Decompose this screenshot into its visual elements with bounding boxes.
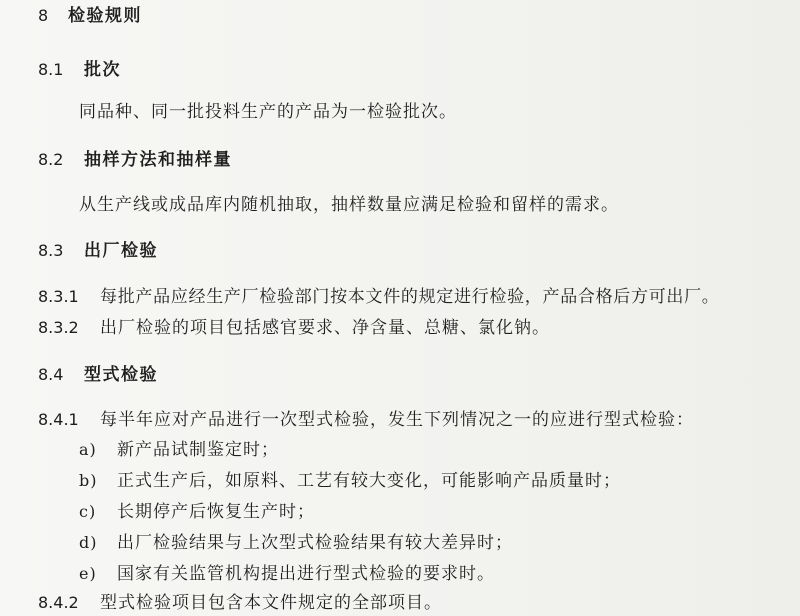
section-title: 抽样方法和抽样量	[84, 150, 232, 170]
clause-text: 型式检验项目包含本文件规定的全部项目。	[100, 593, 442, 613]
list-text: 正式生产后，如原料、工艺有较大变化，可能影响产品质量时；	[117, 471, 621, 491]
list-item	[79, 532, 513, 554]
section-number: 8	[38, 6, 49, 25]
list-item	[79, 439, 279, 461]
list-text: 新产品试制鉴定时；	[117, 440, 279, 460]
section-number: 8.3	[38, 241, 64, 260]
list-item	[79, 501, 315, 523]
clause-number: 8.4.2	[38, 593, 79, 612]
clause-8-3-1	[38, 286, 720, 308]
list-item	[79, 470, 621, 492]
clause-number: 8.4.1	[38, 410, 79, 429]
clause-number: 8.3.2	[38, 318, 79, 337]
section-title: 检验规则	[68, 6, 142, 26]
section-heading-8-1	[38, 59, 121, 81]
clause-8-4-1	[38, 409, 694, 431]
section-heading-8	[38, 5, 142, 27]
list-text: 国家有关监管机构提出进行型式检验的要求时。	[117, 564, 495, 584]
section-title: 出厂检验	[84, 241, 158, 261]
clause-text: 出厂检验的项目包括感官要求、净含量、总糖、氯化钠。	[100, 318, 550, 338]
clause-8-3-2	[38, 317, 550, 339]
list-text: 长期停产后恢复生产时；	[117, 502, 315, 522]
list-text: 出厂检验结果与上次型式检验结果有较大差异时；	[117, 533, 513, 553]
section-number: 8.4	[38, 365, 64, 384]
clause-text: 每半年应对产品进行一次型式检验，发生下列情况之一的应进行型式检验：	[100, 410, 694, 430]
list-label: d)	[79, 533, 98, 552]
list-label: e)	[79, 564, 97, 583]
list-label: b)	[79, 471, 98, 490]
clause-text: 每批产品应经生产厂检验部门按本文件的规定进行检验，产品合格后方可出厂。	[100, 287, 720, 307]
section-paragraph-8-2: 从生产线或成品库内随机抽取，抽样数量应满足检验和留样的需求。	[79, 195, 619, 215]
section-heading-8-2	[38, 149, 232, 171]
section-number: 8.1	[38, 60, 64, 79]
section-title: 批次	[84, 60, 121, 80]
list-item	[79, 563, 495, 585]
section-title: 型式检验	[84, 365, 158, 385]
section-paragraph-8-1: 同品种、同一批投料生产的产品为一检验批次。	[79, 102, 457, 122]
clause-8-4-2	[38, 592, 442, 614]
list-label: a)	[79, 440, 97, 459]
section-heading-8-3	[38, 240, 158, 262]
section-number: 8.2	[38, 150, 64, 169]
clause-number: 8.3.1	[38, 287, 79, 306]
list-label: c)	[79, 502, 97, 521]
section-heading-8-4	[38, 364, 158, 386]
